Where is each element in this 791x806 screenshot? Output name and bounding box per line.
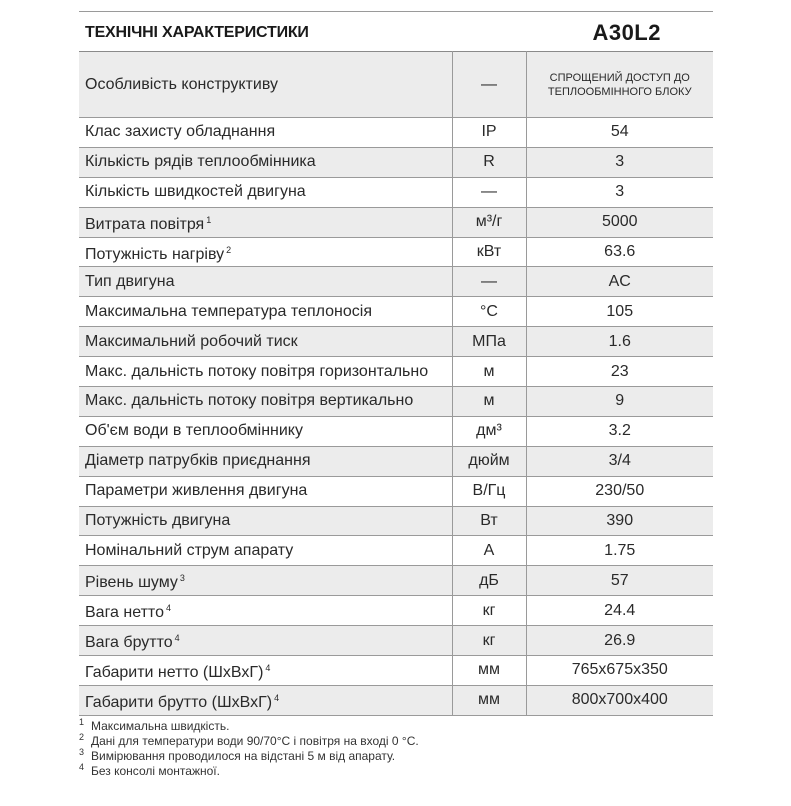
unit-cell: В/Гц: [452, 476, 526, 506]
footnote-reference: 4: [265, 662, 271, 673]
parameter-name: Особливість конструктиву: [85, 75, 278, 93]
unit-cell: м: [452, 387, 526, 417]
specifications-body: [79, 52, 713, 716]
parameter-name-cell: [79, 327, 452, 357]
table-row: [79, 327, 713, 357]
table-row: [79, 387, 713, 417]
parameter-name-cell: [79, 626, 452, 656]
value-cell: 3.2: [526, 416, 713, 446]
table-row: [79, 147, 713, 177]
footnote-text: Вимірювання проводилося на відстані 5 м від апарату.: [91, 749, 396, 763]
parameter-name-cell: [79, 237, 452, 267]
unit-cell: А: [452, 536, 526, 566]
parameter-name-cell: [79, 118, 452, 148]
parameter-name-cell: [79, 387, 452, 417]
unit-cell: Вт: [452, 506, 526, 536]
parameter-name: Макс. дальність потоку повітря горизонтально: [85, 362, 429, 380]
value-cell: 54: [526, 118, 713, 148]
parameter-name-cell: [79, 207, 452, 237]
parameter-name-cell: [79, 267, 452, 297]
parameter-name-cell: [79, 52, 452, 118]
table-row: [79, 118, 713, 148]
unit-cell: кг: [452, 596, 526, 626]
parameter-name: Вага нетто: [85, 604, 164, 622]
parameter-name-cell: [79, 506, 452, 536]
footnote: [79, 719, 713, 734]
table-row: [79, 297, 713, 327]
value-cell: 3: [526, 147, 713, 177]
footnote-text: Без консолі монтажної.: [91, 764, 220, 778]
unit-cell: МПа: [452, 327, 526, 357]
unit-cell: —: [452, 177, 526, 207]
parameter-name: Витрата повітря: [85, 215, 205, 233]
parameter-name: Потужність нагріву: [85, 245, 225, 263]
table-row: [79, 626, 713, 656]
parameter-name: Габарити брутто (ШхВхГ): [85, 693, 273, 711]
footnote: [79, 734, 713, 749]
unit-cell: —: [452, 267, 526, 297]
footnote-reference: 4: [174, 633, 180, 644]
parameter-name-cell: [79, 147, 452, 177]
parameter-name: Діаметр патрубків приєднання: [85, 452, 311, 470]
value-cell: 800x700x400: [526, 685, 713, 715]
parameter-name: Макс. дальність потоку повітря вертикально: [85, 392, 414, 410]
parameter-name: Тип двигуна: [85, 272, 175, 290]
value-cell: 3/4: [526, 446, 713, 476]
unit-cell: IP: [452, 118, 526, 148]
value-cell: 390: [526, 506, 713, 536]
parameter-name-cell: [79, 656, 452, 686]
value-cell: 26.9: [526, 626, 713, 656]
table-header: [79, 11, 713, 51]
parameter-name: Рівень шуму: [85, 574, 178, 592]
table-row: [79, 357, 713, 387]
footnote-text: Максимальна швидкість.: [91, 719, 230, 733]
parameter-name: Номінальний струм апарату: [85, 541, 294, 559]
table-row: [79, 506, 713, 536]
table-row: [79, 207, 713, 237]
parameter-name: Параметри живлення двигуна: [85, 482, 308, 500]
table-row: [79, 596, 713, 626]
footnote: [79, 749, 713, 764]
value-cell: 230/50: [526, 476, 713, 506]
footnote-number: 4: [79, 762, 85, 772]
value-cell: 5000: [526, 207, 713, 237]
value-cell: 105: [526, 297, 713, 327]
unit-cell: мм: [452, 656, 526, 686]
table-row: [79, 685, 713, 715]
value-cell: 24.4: [526, 596, 713, 626]
unit-cell: дюйм: [452, 446, 526, 476]
value-cell: 63.6: [526, 237, 713, 267]
table-row: [79, 476, 713, 506]
parameter-name: Максимальна температура теплоносія: [85, 302, 372, 320]
parameter-name: Кількість рядів теплообмінника: [85, 153, 316, 171]
unit-cell: кВт: [452, 237, 526, 267]
table-row: [79, 566, 713, 596]
parameter-name-cell: [79, 177, 452, 207]
table-row: [79, 237, 713, 267]
unit-cell: дБ: [452, 566, 526, 596]
unit-cell: дм³: [452, 416, 526, 446]
footnote-reference: 3: [179, 573, 185, 584]
unit-cell: кг: [452, 626, 526, 656]
unit-cell: R: [452, 147, 526, 177]
value-cell: 57: [526, 566, 713, 596]
footnotes: [79, 719, 713, 779]
value-cell: 9: [526, 387, 713, 417]
unit-cell: мм: [452, 685, 526, 715]
specifications-table: [79, 51, 713, 716]
unit-cell: —: [452, 52, 526, 118]
parameter-name-cell: [79, 446, 452, 476]
parameter-name: Кількість швидкостей двигуна: [85, 183, 306, 201]
parameter-name-cell: [79, 297, 452, 327]
footnote-text: Дані для температури води 90/70°C і повітря на вході 0 °C.: [91, 734, 419, 748]
parameter-name-cell: [79, 596, 452, 626]
table-row: [79, 52, 713, 118]
parameter-name: Вага брутто: [85, 634, 173, 652]
parameter-name-cell: [79, 566, 452, 596]
value-cell: СПРОЩЕНИЙ ДОСТУП ДО ТЕПЛООБМІННОГО БЛОКУ: [526, 52, 713, 118]
parameter-name-cell: [79, 536, 452, 566]
footnote-reference: 2: [226, 244, 232, 255]
table-row: [79, 177, 713, 207]
unit-cell: м³/г: [452, 207, 526, 237]
parameter-name-cell: [79, 357, 452, 387]
value-cell: AC: [526, 267, 713, 297]
footnote-reference: 4: [165, 603, 171, 614]
page-title: ТЕХНІЧНІ ХАРАКТЕРИСТИКИ: [85, 24, 309, 41]
parameter-name-cell: [79, 685, 452, 715]
value-cell: 1.75: [526, 536, 713, 566]
parameter-name: Габарити нетто (ШхВхГ): [85, 663, 264, 681]
parameter-name: Клас захисту обладнання: [85, 123, 276, 141]
parameter-name-cell: [79, 476, 452, 506]
footnote-reference: 1: [206, 214, 212, 225]
footnote-reference: 4: [274, 692, 280, 703]
value-cell: 765x675x350: [526, 656, 713, 686]
table-row: [79, 536, 713, 566]
footnote: [79, 764, 713, 779]
parameter-name-cell: [79, 416, 452, 446]
value-cell: 3: [526, 177, 713, 207]
table-row: [79, 656, 713, 686]
parameter-name: Потужність двигуна: [85, 512, 231, 530]
value-cell: 23: [526, 357, 713, 387]
parameter-name: Максимальний робочий тиск: [85, 332, 298, 350]
footnote-number: 3: [79, 747, 85, 757]
unit-cell: °C: [452, 297, 526, 327]
unit-cell: м: [452, 357, 526, 387]
model-name: A30L2: [592, 20, 661, 45]
table-row: [79, 446, 713, 476]
parameter-name: Об'єм води в теплообміннику: [85, 422, 303, 440]
footnote-number: 1: [79, 717, 85, 727]
value-cell: 1.6: [526, 327, 713, 357]
footnote-number: 2: [79, 732, 85, 742]
table-row: [79, 416, 713, 446]
table-row: [79, 267, 713, 297]
